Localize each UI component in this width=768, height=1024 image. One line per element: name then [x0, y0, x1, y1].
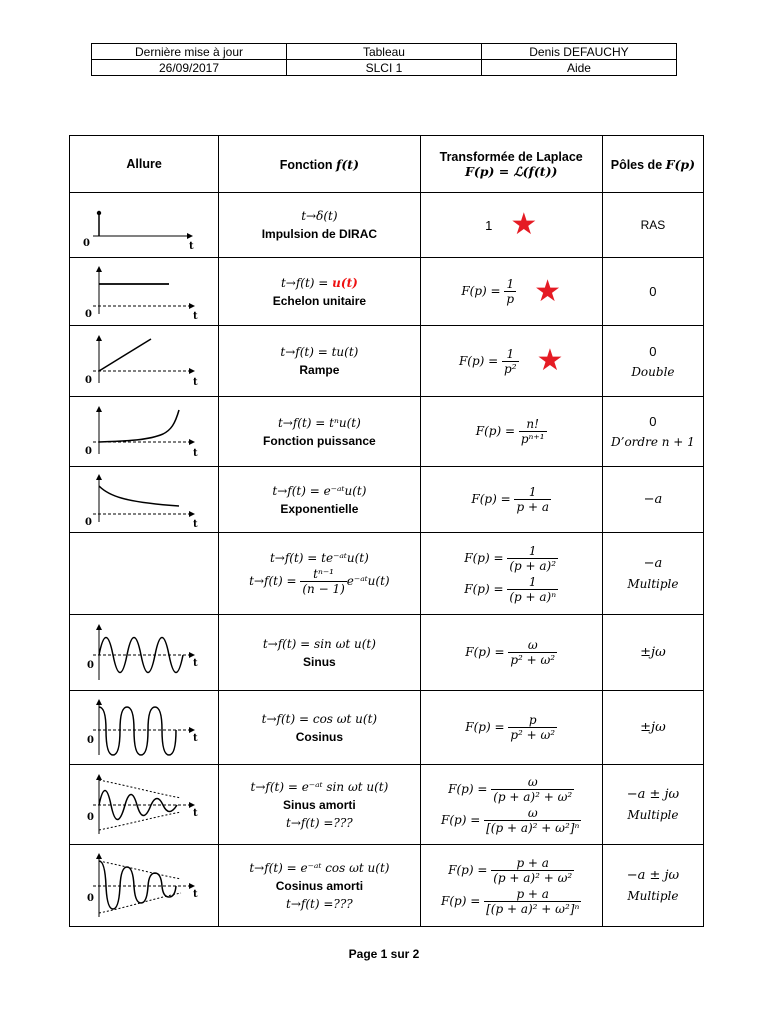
transform-cell [420, 615, 602, 691]
function-cell [219, 467, 420, 533]
function-expr: t→f(t) = cos ωt u(t) [261, 711, 378, 726]
pole-cell: 0 D’ordre n + 1 [602, 397, 703, 467]
transform-expr: F(p) = $\frac{p + a}{\text{(p + a)² + ω²}}$ [448, 855, 573, 885]
transform-cell [420, 845, 602, 927]
graph-cell [70, 615, 219, 691]
axis-time-label: t [193, 447, 198, 459]
table-row [70, 193, 704, 258]
axis-origin-label: 0 [85, 308, 93, 320]
function-expr: t→f(t) = tu(t) [280, 345, 359, 359]
axis-time-label: t [193, 807, 198, 819]
star-icon: ★ [536, 344, 564, 377]
function-cell [219, 397, 420, 467]
function-cell [219, 615, 420, 691]
transform-cell [420, 258, 602, 326]
function-expr-2: t→f(t) = $\frac{\text{tⁿ⁻¹}}{(n - 1)}$ e⁻ᵃᵗu(t) [249, 567, 390, 596]
table-row [70, 845, 704, 927]
function-expr: t→f(t) = tⁿu(t) [277, 415, 361, 430]
table-row [70, 467, 704, 533]
laplace-table [69, 135, 704, 927]
power-graph [79, 404, 209, 460]
transform-expr: 1 [485, 217, 493, 233]
transform-expr: F(p) = $\frac{1}{p + a}$ [471, 485, 549, 514]
axis-origin-label: 0 [87, 892, 95, 904]
function-expr: t→f(t) = e⁻ᵃᵗ cos ωt u(t) [249, 860, 390, 875]
function-expr: t→δ(t) [301, 209, 338, 223]
axis-time-label: t [193, 657, 198, 669]
pole-cell: ±jω [602, 615, 703, 691]
transform-cell [420, 533, 602, 615]
pole-cell: RAS [602, 193, 703, 258]
axis-origin-label: 0 [87, 659, 95, 671]
document-header-table [91, 43, 677, 76]
table-row [70, 397, 704, 467]
graph-cell [70, 258, 219, 326]
transform-expr-2: F(p) = $\frac{p + a}{\text{[(p + a)² + ω²]ⁿ}}$ [441, 886, 580, 916]
function-cell [219, 533, 420, 615]
pole-cell: −a Multiple [602, 533, 703, 615]
axis-time-label: t [193, 888, 198, 900]
transform-expr: F(p) = $\frac{1}{\text{p²}}$ [458, 346, 517, 376]
step-graph [79, 264, 209, 320]
axis-time-label: t [193, 732, 198, 744]
damped-cosine-graph [79, 851, 209, 921]
page-footer: Page 1 sur 2 [348, 947, 420, 961]
graph-cell [70, 845, 219, 927]
author: Denis DEFAUCHY [481, 44, 676, 60]
col-allure: Allure [70, 136, 219, 193]
table-row [70, 326, 704, 397]
axis-time-label: t [189, 241, 194, 250]
star-icon: ★ [510, 208, 538, 241]
pole-cell: −a [602, 467, 703, 533]
graph-cell [70, 691, 219, 765]
function-expr: t→f(t) = sin ωt u(t) [262, 636, 376, 651]
axis-origin-label: 0 [85, 516, 93, 528]
col-laplace: Transformée de Laplace F(p) = ℒ(f(t)) [420, 136, 602, 193]
function-expr: t→f(t) = e⁻ᵃᵗu(t) [272, 483, 367, 498]
col-poles: Pôles de F(p) [602, 136, 703, 193]
axis-time-label: t [193, 518, 198, 528]
function-label: Rampe [299, 363, 340, 377]
dirac-graph [79, 200, 209, 250]
graph-cell [70, 765, 219, 845]
function-cell [219, 258, 420, 326]
transform-expr-2: F(p) = $\frac{1}{\text{(p + a)ⁿ}}$ [464, 574, 557, 604]
graph-cell [70, 397, 219, 467]
pole-cell: −a ± jω Multiple [602, 845, 703, 927]
table-row [70, 615, 704, 691]
pole-cell: 0 [602, 258, 703, 326]
graph-cell-empty [70, 533, 219, 615]
axis-origin-label: 0 [85, 375, 93, 386]
graph-cell [70, 193, 219, 258]
axis-time-label: t [193, 377, 198, 388]
function-cell [219, 326, 420, 397]
function-label: Cosinus amorti [275, 878, 364, 893]
damped-sine-graph [79, 772, 209, 838]
doc-type: Tableau [287, 44, 482, 60]
function-label: Echelon unitaire [272, 293, 367, 308]
transform-cell [420, 765, 602, 845]
pole-cell: 0 Double [602, 326, 703, 397]
pole-cell: ±jω [602, 691, 703, 765]
table-row [70, 765, 704, 845]
doc-category: Aide [481, 60, 676, 76]
graph-cell [70, 326, 219, 397]
star-icon: ★ [534, 274, 562, 308]
transform-expr: F(p) = $\frac{\omega}{\text{(p + a)² + ω²}}$ [448, 774, 573, 804]
transform-expr: F(p) = $\frac{\omega}{\text{p² + ω²}}$ [465, 638, 556, 667]
axis-origin-label: 0 [83, 238, 91, 249]
sine-graph [79, 622, 209, 684]
axis-time-label: t [193, 310, 198, 320]
table-row [70, 691, 704, 765]
transform-expr-2: F(p) = $\frac{\omega}{\text{[(p + a)² + ω²]ⁿ}}$ [441, 805, 580, 835]
transform-cell [420, 326, 602, 397]
axis-origin-label: 0 [87, 811, 95, 823]
function-expr: t→f(t) = u(t) [280, 275, 358, 290]
function-label: Sinus amorti [283, 797, 356, 812]
function-expr-unknown: t→f(t) =??? [286, 896, 353, 911]
function-expr: t→f(t) = te⁻ᵃᵗu(t) [269, 551, 369, 565]
function-cell [219, 845, 420, 927]
transform-cell [420, 691, 602, 765]
table-row [70, 258, 704, 326]
pole-cell: −a ± jω Multiple [602, 765, 703, 845]
course-code: SLCI 1 [287, 60, 482, 76]
graph-cell [70, 467, 219, 533]
last-update-label: Dernière mise à jour [92, 44, 287, 60]
exponential-graph [79, 472, 209, 528]
transform-expr: F(p) = $\frac{1}{\text{(p + a)²}}$ [464, 543, 557, 573]
function-label: Exponentielle [280, 501, 359, 516]
function-label: Impulsion de DIRAC [261, 227, 378, 241]
transform-cell [420, 397, 602, 467]
function-cell [219, 691, 420, 765]
axis-origin-label: 0 [87, 734, 95, 746]
transform-expr: F(p) = $\frac{p}{\text{p² + ω²}}$ [465, 713, 556, 742]
function-cell [219, 193, 420, 258]
transform-expr: F(p) = $\frac{n!}{\text{pⁿ⁺¹}}$ [475, 417, 545, 446]
ramp-graph [79, 333, 209, 389]
table-header-row [70, 136, 704, 193]
function-label: Cosinus [295, 729, 344, 744]
table-row [70, 533, 704, 615]
function-expr: t→f(t) = e⁻ᵃᵗ sin ωt u(t) [250, 779, 389, 794]
transform-cell [420, 467, 602, 533]
transform-cell [420, 193, 602, 258]
update-date: 26/09/2017 [92, 60, 287, 76]
cosine-graph [79, 697, 209, 759]
function-cell [219, 765, 420, 845]
col-fonction: Fonction f(t) [219, 136, 420, 193]
transform-expr: F(p) = $\frac{1}{p}$ [461, 277, 515, 306]
function-label: Sinus [303, 654, 336, 669]
function-expr-unknown: t→f(t) =??? [286, 815, 353, 830]
axis-origin-label: 0 [85, 445, 93, 457]
function-label: Fonction puissance [263, 433, 376, 448]
